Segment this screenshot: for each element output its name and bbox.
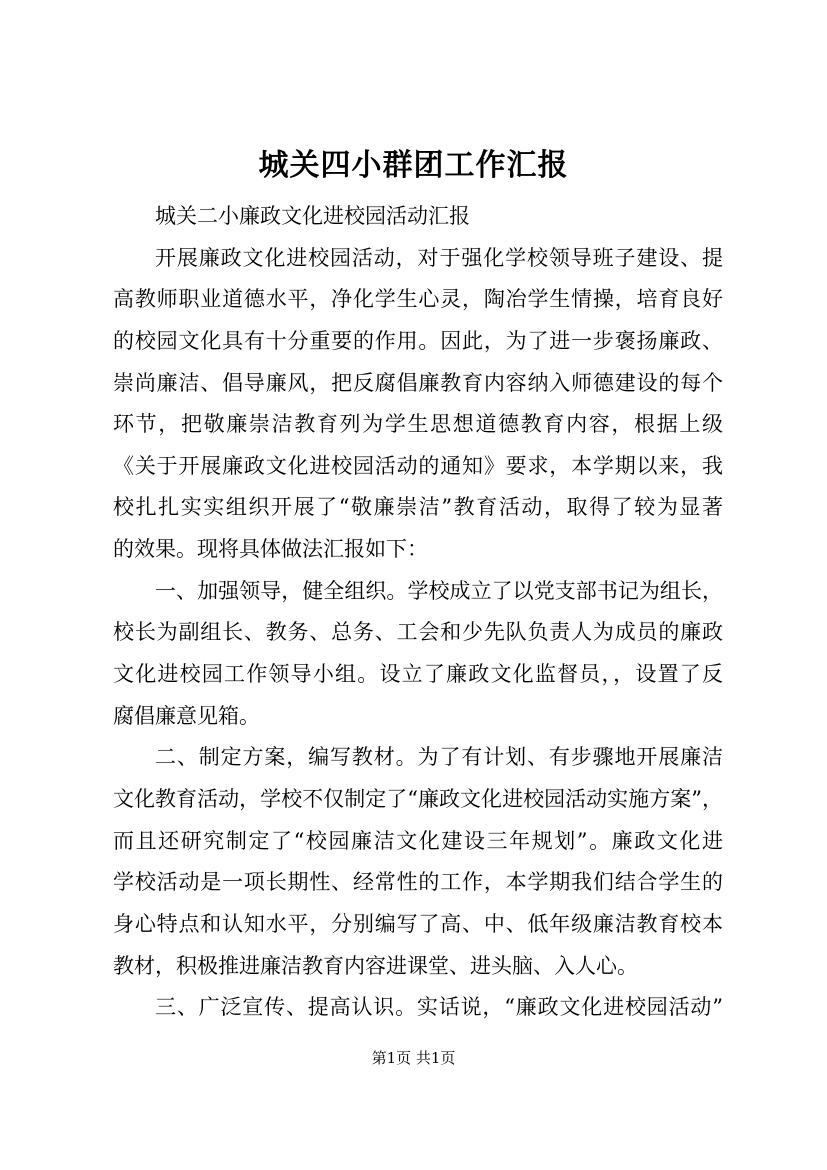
paragraph-line: 高教师职业道德水平，净化学生心灵，陶冶学生情操，培育良好 xyxy=(113,287,723,312)
document-body xyxy=(113,196,723,1029)
paragraph-line: 《关于开展廉政文化进校园活动的通知》要求，本学期以来，我 xyxy=(113,453,723,478)
paragraph-line: 崇尚廉洁、倡导廉风，把反腐倡廉教育内容纳入师德建设的每个 xyxy=(113,370,723,395)
paragraph-line: 学校活动是一项长期性、经常性的工作，本学期我们结合学生的 xyxy=(113,870,723,895)
paragraph-line: 开展廉政文化进校园活动，对于强化学校领导班子建设、提 xyxy=(155,245,723,270)
paragraph-line: 而且还研究制定了“校园廉洁文化建设三年规划”。廉政文化进 xyxy=(113,828,723,853)
page-footer: 第1页 共1页 xyxy=(371,1049,456,1067)
subtitle-line: 城关二小廉政文化进校园活动汇报 xyxy=(155,204,470,228)
paragraph-line: 校扎扎实实组织开展了“敬廉崇洁”教育活动，取得了较为显著 xyxy=(113,495,723,520)
paragraph-line: 二、制定方案，编写教材。为了有计划、有步骤地开展廉洁 xyxy=(155,745,723,770)
paragraph-line: 的校园文化具有十分重要的作用。因此，为了进一步褒扬廉政、 xyxy=(113,328,723,353)
paragraph-line: 身心特点和认知水平，分别编写了高、中、低年级廉洁教育校本 xyxy=(113,911,723,936)
paragraph-line: 教材，积极推进廉洁教育内容进课堂、进头脑、入人心。 xyxy=(113,953,638,978)
paragraph-line: 三、广泛宣传、提高认识。实话说，“廉政文化进校园活动” xyxy=(155,995,723,1020)
paragraph-line: 文化进校园工作领导小组。设立了廉政文化监督员，，设置了反 xyxy=(113,662,723,687)
paragraph-line: 一、加强领导，健全组织。学校成立了以党支部书记为组长， xyxy=(155,578,723,603)
paragraph-line: 校长为副组长、教务、总务、工会和少先队负责人为成员的廉政 xyxy=(113,620,723,645)
paragraph-line: 的效果。现将具体做法汇报如下： xyxy=(113,537,428,562)
paragraph-line: 文化教育活动，学校不仅制定了“廉政文化进校园活动实施方案”， xyxy=(113,786,723,811)
paragraph-line: 腐倡廉意见箱。 xyxy=(113,703,260,728)
paragraph-line: 环节，把敬廉崇洁教育列为学生思想道德教育内容，根据上级 xyxy=(113,412,723,437)
document-title: 城关四小群团工作汇报 xyxy=(258,148,569,183)
